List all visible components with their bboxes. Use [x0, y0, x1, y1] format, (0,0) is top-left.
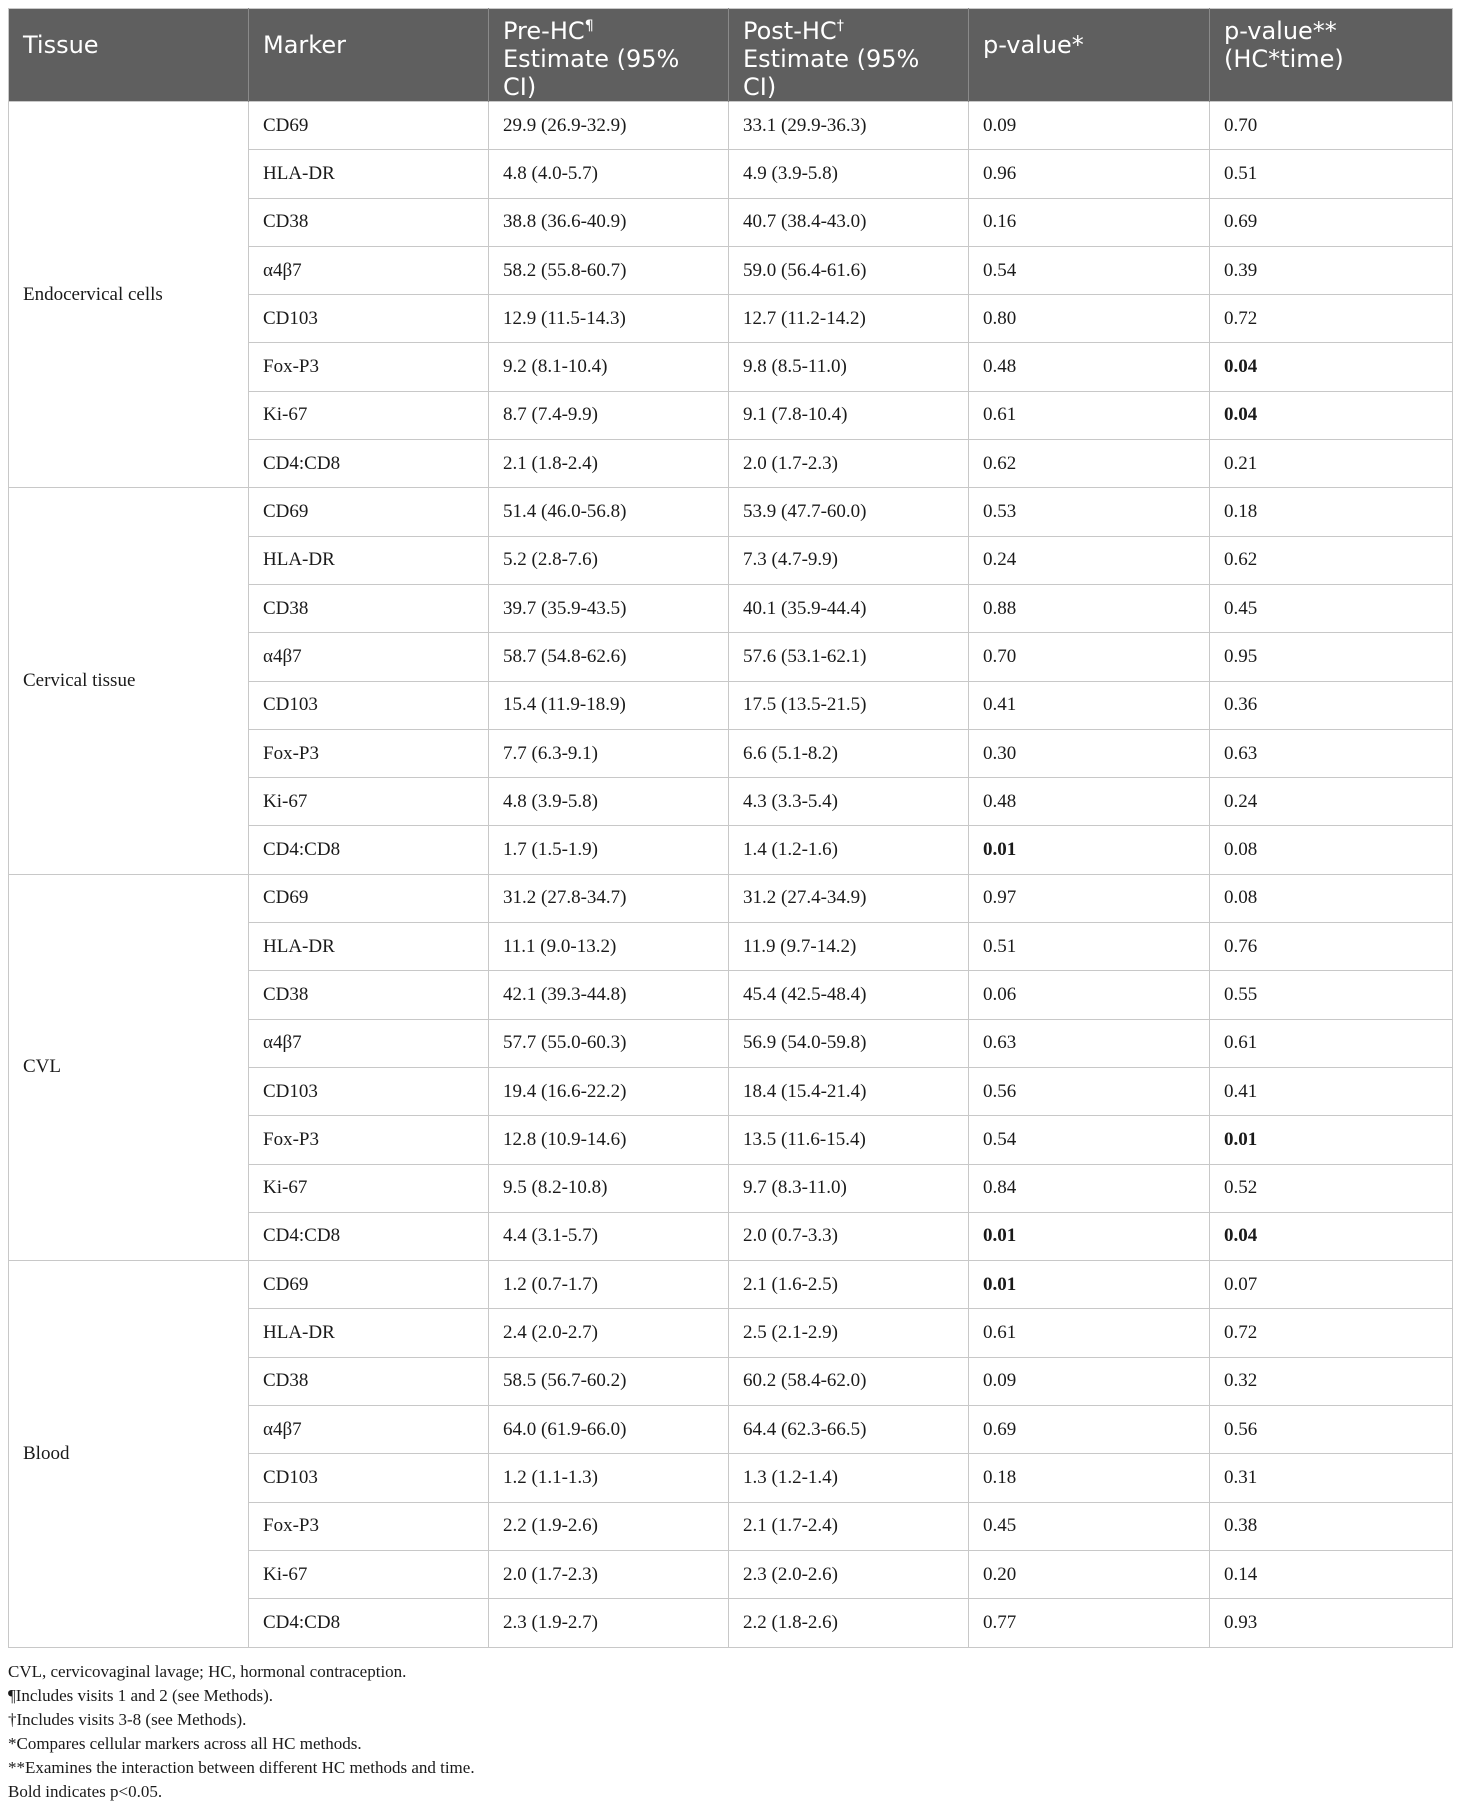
marker-cell: CD69 — [249, 488, 489, 536]
pre-hc-cell: 9.2 (8.1-10.4) — [489, 343, 729, 391]
pvalue-interaction-cell: 0.95 — [1210, 633, 1453, 681]
post-hc-cell: 45.4 (42.5-48.4) — [729, 971, 969, 1019]
post-hc-cell: 2.5 (2.1-2.9) — [729, 1309, 969, 1357]
marker-cell: CD103 — [249, 1454, 489, 1502]
post-hc-cell: 2.2 (1.8-2.6) — [729, 1599, 969, 1647]
pre-hc-cell: 39.7 (35.9-43.5) — [489, 584, 729, 632]
marker-cell: CD69 — [249, 1261, 489, 1309]
pvalue-cell: 0.96 — [969, 150, 1210, 198]
pvalue-cell: 0.61 — [969, 391, 1210, 439]
pre-hc-cell: 15.4 (11.9-18.9) — [489, 681, 729, 729]
marker-cell: CD4:CD8 — [249, 1212, 489, 1260]
pvalue-interaction-cell: 0.18 — [1210, 488, 1453, 536]
pre-hc-cell: 51.4 (46.0-56.8) — [489, 488, 729, 536]
pvalue-interaction-cell: 0.08 — [1210, 874, 1453, 922]
header-post-hc — [729, 9, 969, 102]
table-row — [9, 488, 1453, 536]
table-row — [9, 1261, 1453, 1309]
pvalue-interaction-cell: 0.72 — [1210, 295, 1453, 343]
post-hc-cell: 12.7 (11.2-14.2) — [729, 295, 969, 343]
header-post-line2: Estimate (95% CI) — [743, 45, 920, 101]
marker-cell: α4β7 — [249, 1406, 489, 1454]
pvalue-cell: 0.16 — [969, 198, 1210, 246]
pvalue-cell: 0.24 — [969, 536, 1210, 584]
post-hc-cell: 40.7 (38.4-43.0) — [729, 198, 969, 246]
marker-cell: Fox-P3 — [249, 1116, 489, 1164]
marker-cell: Ki-67 — [249, 778, 489, 826]
marker-cell: α4β7 — [249, 1019, 489, 1067]
post-hc-cell: 56.9 (54.0-59.8) — [729, 1019, 969, 1067]
footnotes — [8, 1660, 1452, 1804]
pre-hc-cell: 64.0 (61.9-66.0) — [489, 1406, 729, 1454]
post-hc-cell: 2.3 (2.0-2.6) — [729, 1550, 969, 1598]
table-header — [9, 9, 1453, 102]
marker-cell: CD38 — [249, 198, 489, 246]
pvalue-interaction-cell: 0.41 — [1210, 1067, 1453, 1115]
pre-hc-cell: 29.9 (26.9-32.9) — [489, 102, 729, 150]
marker-cell: CD69 — [249, 874, 489, 922]
pvalue-interaction-cell: 0.32 — [1210, 1357, 1453, 1405]
pvalue-interaction-cell: 0.70 — [1210, 102, 1453, 150]
pvalue-cell: 0.56 — [969, 1067, 1210, 1115]
header-pre-line2: Estimate (95% CI) — [503, 45, 680, 101]
pvalue-cell: 0.69 — [969, 1406, 1210, 1454]
marker-cell: HLA-DR — [249, 536, 489, 584]
pvalue-interaction-cell: 0.45 — [1210, 584, 1453, 632]
marker-cell: Fox-P3 — [249, 1502, 489, 1550]
pvalue-cell: 0.48 — [969, 778, 1210, 826]
pvalue-interaction-cell: 0.56 — [1210, 1406, 1453, 1454]
pre-hc-cell: 58.2 (55.8-60.7) — [489, 246, 729, 294]
pvalue-interaction-cell: 0.08 — [1210, 826, 1453, 874]
pre-hc-cell: 57.7 (55.0-60.3) — [489, 1019, 729, 1067]
marker-cell: Fox-P3 — [249, 729, 489, 777]
post-hc-cell: 40.1 (35.9-44.4) — [729, 584, 969, 632]
pvalue-interaction-cell: 0.36 — [1210, 681, 1453, 729]
post-hc-cell: 13.5 (11.6-15.4) — [729, 1116, 969, 1164]
marker-cell: CD4:CD8 — [249, 440, 489, 488]
marker-cell: CD38 — [249, 584, 489, 632]
marker-cell: CD38 — [249, 971, 489, 1019]
pvalue-interaction-cell: 0.04 — [1210, 391, 1453, 439]
table-row — [9, 102, 1453, 150]
pvalue-cell: 0.01 — [969, 1212, 1210, 1260]
pre-hc-cell: 11.1 (9.0-13.2) — [489, 923, 729, 971]
post-hc-cell: 6.6 (5.1-8.2) — [729, 729, 969, 777]
pre-hc-cell: 4.8 (3.9-5.8) — [489, 778, 729, 826]
post-hc-cell: 1.4 (1.2-1.6) — [729, 826, 969, 874]
marker-cell: Ki-67 — [249, 1550, 489, 1598]
pre-hc-cell: 9.5 (8.2-10.8) — [489, 1164, 729, 1212]
pvalue-interaction-cell: 0.14 — [1210, 1550, 1453, 1598]
pvalue-cell: 0.61 — [969, 1309, 1210, 1357]
header-pre-sup: ¶ — [584, 18, 594, 34]
table-row — [9, 874, 1453, 922]
pvalue-interaction-cell: 0.76 — [1210, 923, 1453, 971]
post-hc-cell: 64.4 (62.3-66.5) — [729, 1406, 969, 1454]
marker-cell: α4β7 — [249, 633, 489, 681]
pre-hc-cell: 12.8 (10.9-14.6) — [489, 1116, 729, 1164]
header-pre-line1: Pre-HC — [503, 17, 585, 45]
post-hc-cell: 2.0 (0.7-3.3) — [729, 1212, 969, 1260]
pvalue-cell: 0.51 — [969, 923, 1210, 971]
post-hc-cell: 4.9 (3.9-5.8) — [729, 150, 969, 198]
table-container — [8, 8, 1452, 1804]
footnote: *Compares cellular markers across all HC methods. — [8, 1733, 362, 1753]
header-pre-hc — [489, 9, 729, 102]
pvalue-cell: 0.48 — [969, 343, 1210, 391]
pvalue-cell: 0.84 — [969, 1164, 1210, 1212]
pvalue-interaction-cell: 0.72 — [1210, 1309, 1453, 1357]
table-body — [9, 102, 1453, 1648]
header-pvalue: p-value* — [969, 9, 1210, 102]
pre-hc-cell: 2.0 (1.7-2.3) — [489, 1550, 729, 1598]
marker-cell: CD4:CD8 — [249, 1599, 489, 1647]
post-hc-cell: 9.8 (8.5-11.0) — [729, 343, 969, 391]
marker-cell: HLA-DR — [249, 923, 489, 971]
marker-cell: CD103 — [249, 1067, 489, 1115]
header-post-sup: † — [836, 18, 844, 34]
pre-hc-cell: 1.7 (1.5-1.9) — [489, 826, 729, 874]
pre-hc-cell: 58.7 (54.8-62.6) — [489, 633, 729, 681]
pre-hc-cell: 1.2 (1.1-1.3) — [489, 1454, 729, 1502]
post-hc-cell: 57.6 (53.1-62.1) — [729, 633, 969, 681]
pre-hc-cell: 31.2 (27.8-34.7) — [489, 874, 729, 922]
marker-cell: CD38 — [249, 1357, 489, 1405]
pre-hc-cell: 5.2 (2.8-7.6) — [489, 536, 729, 584]
pvalue-cell: 0.01 — [969, 826, 1210, 874]
marker-cell: CD69 — [249, 102, 489, 150]
post-hc-cell: 31.2 (27.4-34.9) — [729, 874, 969, 922]
pre-hc-cell: 2.3 (1.9-2.7) — [489, 1599, 729, 1647]
pre-hc-cell: 1.2 (0.7-1.7) — [489, 1261, 729, 1309]
pvalue-cell: 0.20 — [969, 1550, 1210, 1598]
pre-hc-cell: 58.5 (56.7-60.2) — [489, 1357, 729, 1405]
pvalue-interaction-cell: 0.93 — [1210, 1599, 1453, 1647]
pre-hc-cell: 4.4 (3.1-5.7) — [489, 1212, 729, 1260]
pvalue-cell: 0.70 — [969, 633, 1210, 681]
pre-hc-cell: 8.7 (7.4-9.9) — [489, 391, 729, 439]
pre-hc-cell: 7.7 (6.3-9.1) — [489, 729, 729, 777]
pre-hc-cell: 2.1 (1.8-2.4) — [489, 440, 729, 488]
tissue-cell: CVL — [9, 874, 249, 1260]
pvalue-cell: 0.30 — [969, 729, 1210, 777]
pvalue-interaction-cell: 0.62 — [1210, 536, 1453, 584]
pvalue-interaction-cell: 0.24 — [1210, 778, 1453, 826]
marker-cell: HLA-DR — [249, 150, 489, 198]
marker-cell: CD103 — [249, 681, 489, 729]
results-table — [8, 8, 1453, 1648]
header-pvalue-interaction — [1210, 9, 1453, 102]
footnote: ¶Includes visits 1 and 2 (see Methods). — [8, 1685, 274, 1705]
pvalue-cell: 0.63 — [969, 1019, 1210, 1067]
pvalue-cell: 0.97 — [969, 874, 1210, 922]
pvalue-cell: 0.54 — [969, 246, 1210, 294]
pvalue-interaction-cell: 0.63 — [1210, 729, 1453, 777]
pre-hc-cell: 38.8 (36.6-40.9) — [489, 198, 729, 246]
post-hc-cell: 60.2 (58.4-62.0) — [729, 1357, 969, 1405]
pvalue-interaction-cell: 0.51 — [1210, 150, 1453, 198]
pvalue-interaction-cell: 0.55 — [1210, 971, 1453, 1019]
footnote: Bold indicates p<0.05. — [8, 1781, 163, 1801]
post-hc-cell: 11.9 (9.7-14.2) — [729, 923, 969, 971]
header-tissue: Tissue — [9, 9, 249, 102]
header-marker: Marker — [249, 9, 489, 102]
footnote: †Includes visits 3-8 (see Methods). — [8, 1709, 247, 1729]
header-pvalue2-line1: p-value** — [1224, 17, 1337, 45]
post-hc-cell: 2.1 (1.6-2.5) — [729, 1261, 969, 1309]
pvalue-cell: 0.06 — [969, 971, 1210, 1019]
pvalue-interaction-cell: 0.69 — [1210, 198, 1453, 246]
post-hc-cell: 4.3 (3.3-5.4) — [729, 778, 969, 826]
marker-cell: α4β7 — [249, 246, 489, 294]
pre-hc-cell: 2.4 (2.0-2.7) — [489, 1309, 729, 1357]
pvalue-interaction-cell: 0.39 — [1210, 246, 1453, 294]
pvalue-interaction-cell: 0.61 — [1210, 1019, 1453, 1067]
post-hc-cell: 59.0 (56.4-61.6) — [729, 246, 969, 294]
footnote: **Examines the interaction between different HC methods and time. — [8, 1757, 475, 1777]
pvalue-interaction-cell: 0.04 — [1210, 1212, 1453, 1260]
pre-hc-cell: 12.9 (11.5-14.3) — [489, 295, 729, 343]
pvalue-interaction-cell: 0.01 — [1210, 1116, 1453, 1164]
pvalue-cell: 0.77 — [969, 1599, 1210, 1647]
footnote: CVL, cervicovaginal lavage; HC, hormonal contraception. — [8, 1661, 407, 1681]
post-hc-cell: 1.3 (1.2-1.4) — [729, 1454, 969, 1502]
pvalue-cell: 0.45 — [969, 1502, 1210, 1550]
marker-cell: Fox-P3 — [249, 343, 489, 391]
marker-cell: Ki-67 — [249, 391, 489, 439]
post-hc-cell: 7.3 (4.7-9.9) — [729, 536, 969, 584]
tissue-cell: Blood — [9, 1261, 249, 1647]
marker-cell: CD4:CD8 — [249, 826, 489, 874]
pvalue-cell: 0.09 — [969, 102, 1210, 150]
pvalue-cell: 0.80 — [969, 295, 1210, 343]
post-hc-cell: 17.5 (13.5-21.5) — [729, 681, 969, 729]
pre-hc-cell: 42.1 (39.3-44.8) — [489, 971, 729, 1019]
pvalue-interaction-cell: 0.04 — [1210, 343, 1453, 391]
pvalue-interaction-cell: 0.21 — [1210, 440, 1453, 488]
post-hc-cell: 2.1 (1.7-2.4) — [729, 1502, 969, 1550]
header-post-line1: Post-HC — [743, 17, 837, 45]
pvalue-interaction-cell: 0.52 — [1210, 1164, 1453, 1212]
pvalue-cell: 0.18 — [969, 1454, 1210, 1502]
pvalue-cell: 0.54 — [969, 1116, 1210, 1164]
post-hc-cell: 9.1 (7.8-10.4) — [729, 391, 969, 439]
tissue-cell: Endocervical cells — [9, 102, 249, 488]
pvalue-interaction-cell: 0.31 — [1210, 1454, 1453, 1502]
post-hc-cell: 53.9 (47.7-60.0) — [729, 488, 969, 536]
marker-cell: HLA-DR — [249, 1309, 489, 1357]
pvalue-cell: 0.09 — [969, 1357, 1210, 1405]
header-pvalue2-line2: (HC*time) — [1224, 45, 1344, 73]
post-hc-cell: 33.1 (29.9-36.3) — [729, 102, 969, 150]
post-hc-cell: 9.7 (8.3-11.0) — [729, 1164, 969, 1212]
marker-cell: CD103 — [249, 295, 489, 343]
pre-hc-cell: 19.4 (16.6-22.2) — [489, 1067, 729, 1115]
pvalue-cell: 0.62 — [969, 440, 1210, 488]
pvalue-interaction-cell: 0.38 — [1210, 1502, 1453, 1550]
post-hc-cell: 2.0 (1.7-2.3) — [729, 440, 969, 488]
pre-hc-cell: 4.8 (4.0-5.7) — [489, 150, 729, 198]
pvalue-cell: 0.88 — [969, 584, 1210, 632]
pvalue-cell: 0.53 — [969, 488, 1210, 536]
pvalue-cell: 0.41 — [969, 681, 1210, 729]
pre-hc-cell: 2.2 (1.9-2.6) — [489, 1502, 729, 1550]
pvalue-cell: 0.01 — [969, 1261, 1210, 1309]
marker-cell: Ki-67 — [249, 1164, 489, 1212]
post-hc-cell: 18.4 (15.4-21.4) — [729, 1067, 969, 1115]
pvalue-interaction-cell: 0.07 — [1210, 1261, 1453, 1309]
tissue-cell: Cervical tissue — [9, 488, 249, 874]
